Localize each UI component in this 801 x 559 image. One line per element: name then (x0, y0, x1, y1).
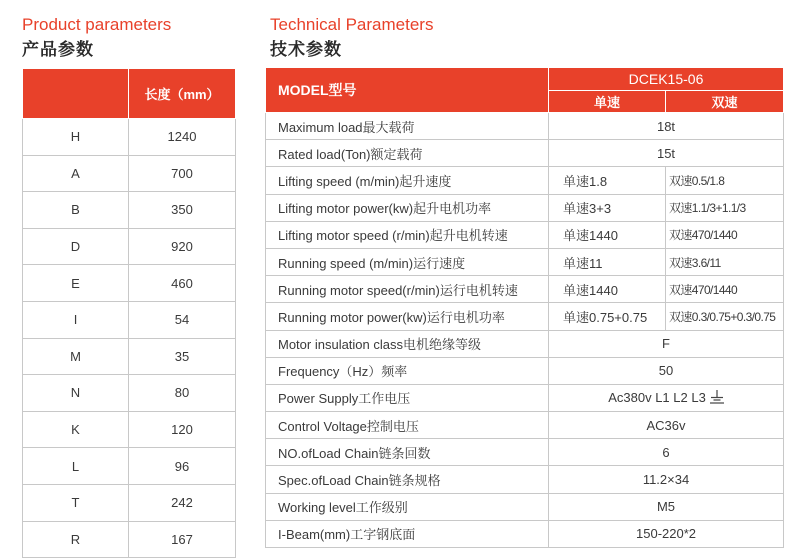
single-speed-value: 单速1440 (549, 276, 666, 303)
product-dimensions-table (22, 68, 236, 558)
parameter-label: Running motor power(kw)运行电机功率 (266, 303, 549, 330)
parameter-value (549, 466, 784, 493)
ground-symbol-icon (710, 390, 724, 404)
parameter-label: Lifting speed (m/min)起升速度 (266, 167, 549, 194)
dimension-value: 350 (129, 192, 236, 229)
parameter-label: I-Beam(mm)工字钢底面 (266, 520, 549, 547)
product-parameters-title-en: Product parameters (22, 15, 172, 34)
parameter-value (549, 113, 784, 140)
parameter-label: Control Voltage控制电压 (266, 412, 549, 439)
table-row (266, 412, 784, 439)
dims-header-length: 长度（mm） (129, 69, 236, 119)
table-row (266, 276, 784, 303)
table-row (266, 113, 784, 140)
dimension-value: 700 (129, 155, 236, 192)
dimension-symbol: A (23, 155, 129, 192)
parameter-label: Motor insulation class电机绝缘等级 (266, 330, 549, 357)
model-label: MODEL型号 (266, 68, 549, 113)
dimension-symbol: R (23, 521, 129, 558)
parameter-value-text: F (662, 336, 670, 352)
dimension-value: 920 (129, 228, 236, 265)
table-row (23, 155, 236, 192)
parameter-label: Rated load(Ton)额定载荷 (266, 140, 549, 167)
parameter-value-text: M5 (656, 499, 676, 515)
table-row (266, 248, 784, 275)
table-row (23, 484, 236, 521)
dimension-value: 460 (129, 265, 236, 302)
parameter-value (549, 493, 784, 520)
parameter-label: Maximum load最大载荷 (266, 113, 549, 140)
single-speed-value: 单速0.75+0.75 (549, 303, 666, 330)
parameter-value-text: 50 (658, 363, 674, 379)
single-speed-value: 单速3+3 (549, 194, 666, 221)
parameter-label: Running motor speed(r/min)运行电机转速 (266, 276, 549, 303)
single-speed-value: 单速1.8 (549, 167, 666, 194)
table-row (266, 493, 784, 520)
dimension-value: 167 (129, 521, 236, 558)
single-speed-header: 单速 (549, 91, 666, 113)
parameter-value (549, 357, 784, 384)
technical-parameters-table (265, 67, 784, 548)
dims-header-row (23, 69, 236, 119)
parameter-value-text: 11.2×34 (642, 472, 690, 488)
table-row (23, 265, 236, 302)
table-row (23, 119, 236, 156)
parameter-label: Lifting motor power(kw)起升电机功率 (266, 194, 549, 221)
parameter-value-text: 150-220*2 (636, 526, 696, 542)
parameter-value-text: 15t (656, 145, 676, 161)
parameter-value (549, 520, 784, 547)
dimension-symbol: E (23, 265, 129, 302)
technical-parameters-title-en: Technical Parameters (270, 15, 434, 34)
table-row (23, 228, 236, 265)
table-row (266, 439, 784, 466)
dimension-symbol: M (23, 338, 129, 375)
parameter-value-text: 18t (656, 118, 676, 134)
parameter-label: Working level工作级别 (266, 493, 549, 520)
parameter-value (549, 140, 784, 167)
parameter-value (549, 384, 784, 411)
table-row (266, 466, 784, 493)
parameter-value-text: AC36v (646, 417, 686, 433)
table-row (266, 221, 784, 248)
parameter-value-text: 6 (662, 444, 670, 460)
dimension-value: 120 (129, 411, 236, 448)
table-row (23, 448, 236, 485)
dual-speed-value: 双速0.3/0.75+0.3/0.75 (666, 303, 784, 330)
product-parameters-title-cn: 产品参数 (22, 40, 94, 59)
dimension-symbol: B (23, 192, 129, 229)
dual-speed-header: 双速 (666, 91, 784, 113)
table-row (266, 194, 784, 221)
dimension-value: 54 (129, 301, 236, 338)
dual-speed-value: 双速3.6/11 (666, 248, 784, 275)
single-speed-value: 单速11 (549, 248, 666, 275)
technical-parameters-title-cn: 技术参数 (270, 40, 342, 59)
parameter-value (549, 330, 784, 357)
dimension-symbol: L (23, 448, 129, 485)
dimension-value: 80 (129, 375, 236, 412)
dual-speed-value: 双速1.1/3+1.1/3 (666, 194, 784, 221)
single-speed-value: 单速1440 (549, 221, 666, 248)
model-name: DCEK15-06 (549, 68, 784, 91)
parameter-label: Spec.ofLoad Chain链条规格 (266, 466, 549, 493)
dimension-value: 1240 (129, 119, 236, 156)
table-row (23, 375, 236, 412)
parameter-label: NO.ofLoad Chain链条回数 (266, 439, 549, 466)
table-row (266, 167, 784, 194)
parameter-value (549, 412, 784, 439)
dimension-symbol: D (23, 228, 129, 265)
table-row (266, 357, 784, 384)
dimension-symbol: T (23, 484, 129, 521)
table-row (266, 384, 784, 411)
parameter-value-text: Ac380v L1 L2 L3 (608, 390, 706, 406)
table-row (266, 520, 784, 547)
dimension-value: 35 (129, 338, 236, 375)
dimension-value: 242 (129, 484, 236, 521)
dimension-symbol: I (23, 301, 129, 338)
table-row (23, 338, 236, 375)
parameter-label: Running speed (m/min)运行速度 (266, 248, 549, 275)
dual-speed-value: 双速470/1440 (666, 221, 784, 248)
dimension-symbol: H (23, 119, 129, 156)
dimension-symbol: K (23, 411, 129, 448)
table-row (266, 330, 784, 357)
dual-speed-value: 双速470/1440 (666, 276, 784, 303)
table-row (23, 301, 236, 338)
parameter-label: Frequency（Hz）频率 (266, 357, 549, 384)
parameter-label: Power Supply工作电压 (266, 384, 549, 411)
parameter-label: Lifting motor speed (r/min)起升电机转速 (266, 221, 549, 248)
dual-speed-value: 双速0.5/1.8 (666, 167, 784, 194)
table-row (23, 521, 236, 558)
table-row (23, 192, 236, 229)
tech-header-row-1 (266, 68, 784, 91)
parameter-value (549, 439, 784, 466)
table-row (23, 411, 236, 448)
table-row (266, 140, 784, 167)
dimension-symbol: N (23, 375, 129, 412)
dimension-value: 96 (129, 448, 236, 485)
dims-header-symbol (23, 69, 129, 119)
table-row (266, 303, 784, 330)
